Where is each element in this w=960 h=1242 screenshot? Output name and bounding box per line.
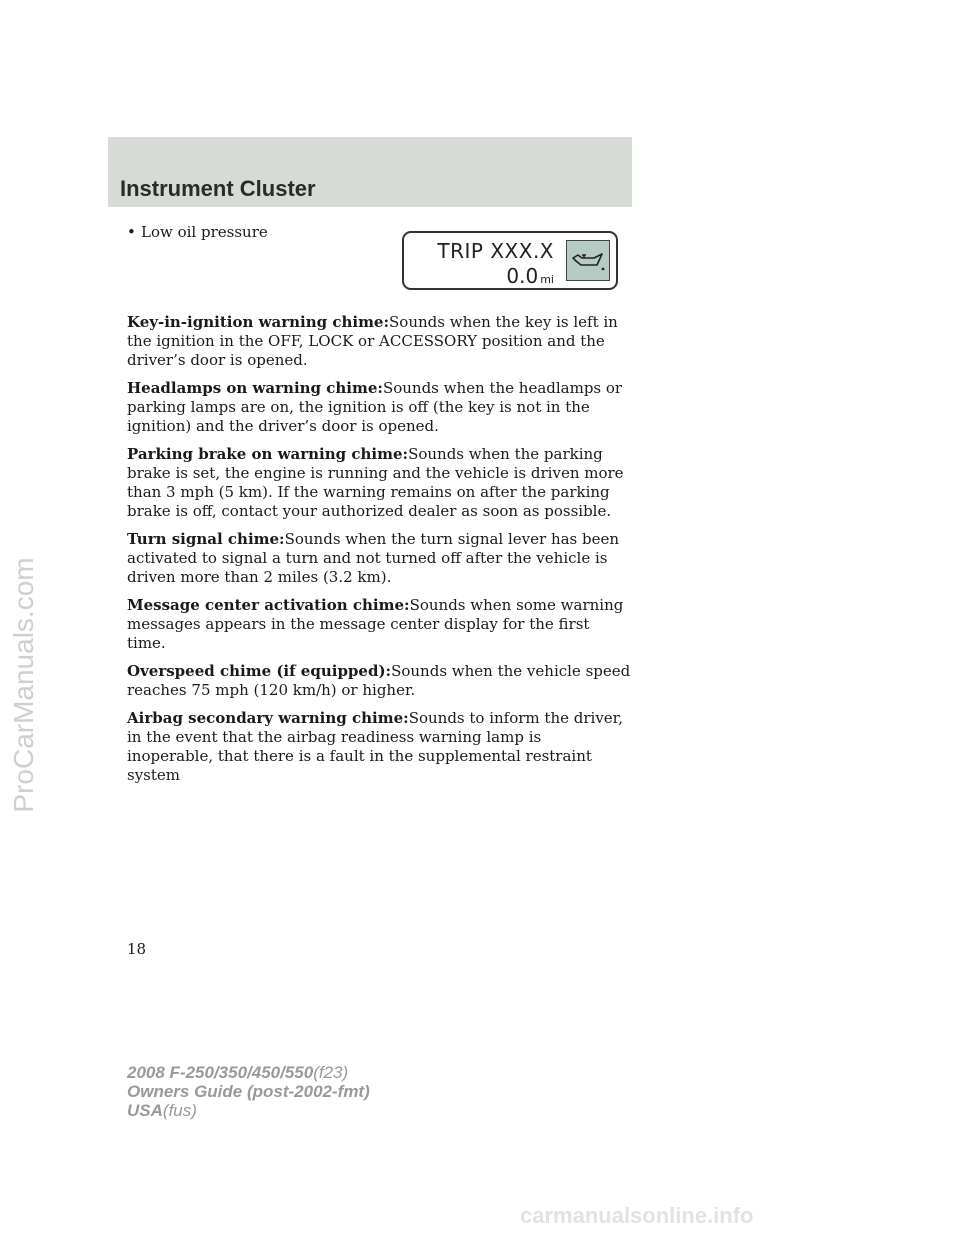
term: Overspeed chime (if equipped): xyxy=(127,662,392,680)
odometer-unit: mi xyxy=(540,273,554,286)
paragraph-airbag-secondary xyxy=(127,709,632,785)
message-center-display xyxy=(402,231,618,290)
bullet-item xyxy=(127,223,268,242)
bottom-watermark: carmanualsonline.info xyxy=(520,1203,754,1228)
footer-region-code: (fus) xyxy=(162,1101,197,1120)
footer-model-line xyxy=(127,1063,370,1082)
footer-region: USA xyxy=(127,1101,163,1120)
term: Key-in-ignition warning chime: xyxy=(127,313,390,331)
paragraph-turn-signal xyxy=(127,530,632,587)
oil-can-icon xyxy=(567,241,609,280)
document-footer xyxy=(127,1063,370,1120)
description: Sounds to inform the driver, in the event that the airbag readiness warning lamp is inoperable, that there is a fault in the supplemental restraint system xyxy=(127,709,623,784)
description: Sounds when the vehicle speed reaches 75 mph (120 km/h) or higher. xyxy=(127,662,631,699)
odometer-value: 0.0 xyxy=(506,264,539,288)
paragraph-overspeed xyxy=(127,662,632,700)
paragraph-parking-brake xyxy=(127,445,632,521)
description: Sounds when the headlamps or parking lamps are on, the ignition is off (the key is not in the ignition) and the driver’s door is opened. xyxy=(127,379,623,435)
bullet-marker: • xyxy=(127,223,136,241)
bullet-text: Low oil pressure xyxy=(141,223,268,241)
trip-readout: TRIP XXX.X xyxy=(437,239,554,263)
paragraph-headlamps-on xyxy=(127,379,632,436)
odometer-readout xyxy=(506,264,554,288)
footer-model: 2008 F-250/350/450/550 xyxy=(127,1063,314,1082)
oil-pressure-lamp xyxy=(566,240,610,281)
description: Sounds when some warning messages appears in the message center display for the first time. xyxy=(127,596,624,652)
description: Sounds when the turn signal lever has been activated to signal a turn and not turned off after the vehicle is driven more than 2 miles (3.2 km). xyxy=(127,530,620,586)
watermark-text: ProCarManuals.com xyxy=(8,557,39,813)
footer-region-line xyxy=(127,1101,370,1120)
page-number: 18 xyxy=(127,940,147,958)
term: Airbag secondary warning chime: xyxy=(127,709,409,727)
term: Parking brake on warning chime: xyxy=(127,445,409,463)
chime-descriptions xyxy=(127,313,632,794)
paragraph-key-in-ignition xyxy=(127,313,632,370)
page-title: Instrument Cluster xyxy=(120,176,316,201)
footer-guide-line: Owners Guide (post-2002-fmt) xyxy=(127,1082,370,1101)
section-header xyxy=(108,137,632,207)
term: Message center activation chime: xyxy=(127,596,410,614)
paragraph-message-center xyxy=(127,596,632,653)
side-watermark xyxy=(4,510,44,860)
footer-model-code: (f23) xyxy=(313,1063,349,1082)
description: Sounds when the parking brake is set, the engine is running and the vehicle is driven more than 3 mph (5 km). If the warning remains on after the parking brake is off, contact your authorized dealer as soon as possible. xyxy=(127,445,624,520)
term: Turn signal chime: xyxy=(127,530,285,548)
description: Sounds when the key is left in the ignition in the OFF, LOCK or ACCESSORY position and the driver’s door is opened. xyxy=(127,313,618,369)
term: Headlamps on warning chime: xyxy=(127,379,383,397)
